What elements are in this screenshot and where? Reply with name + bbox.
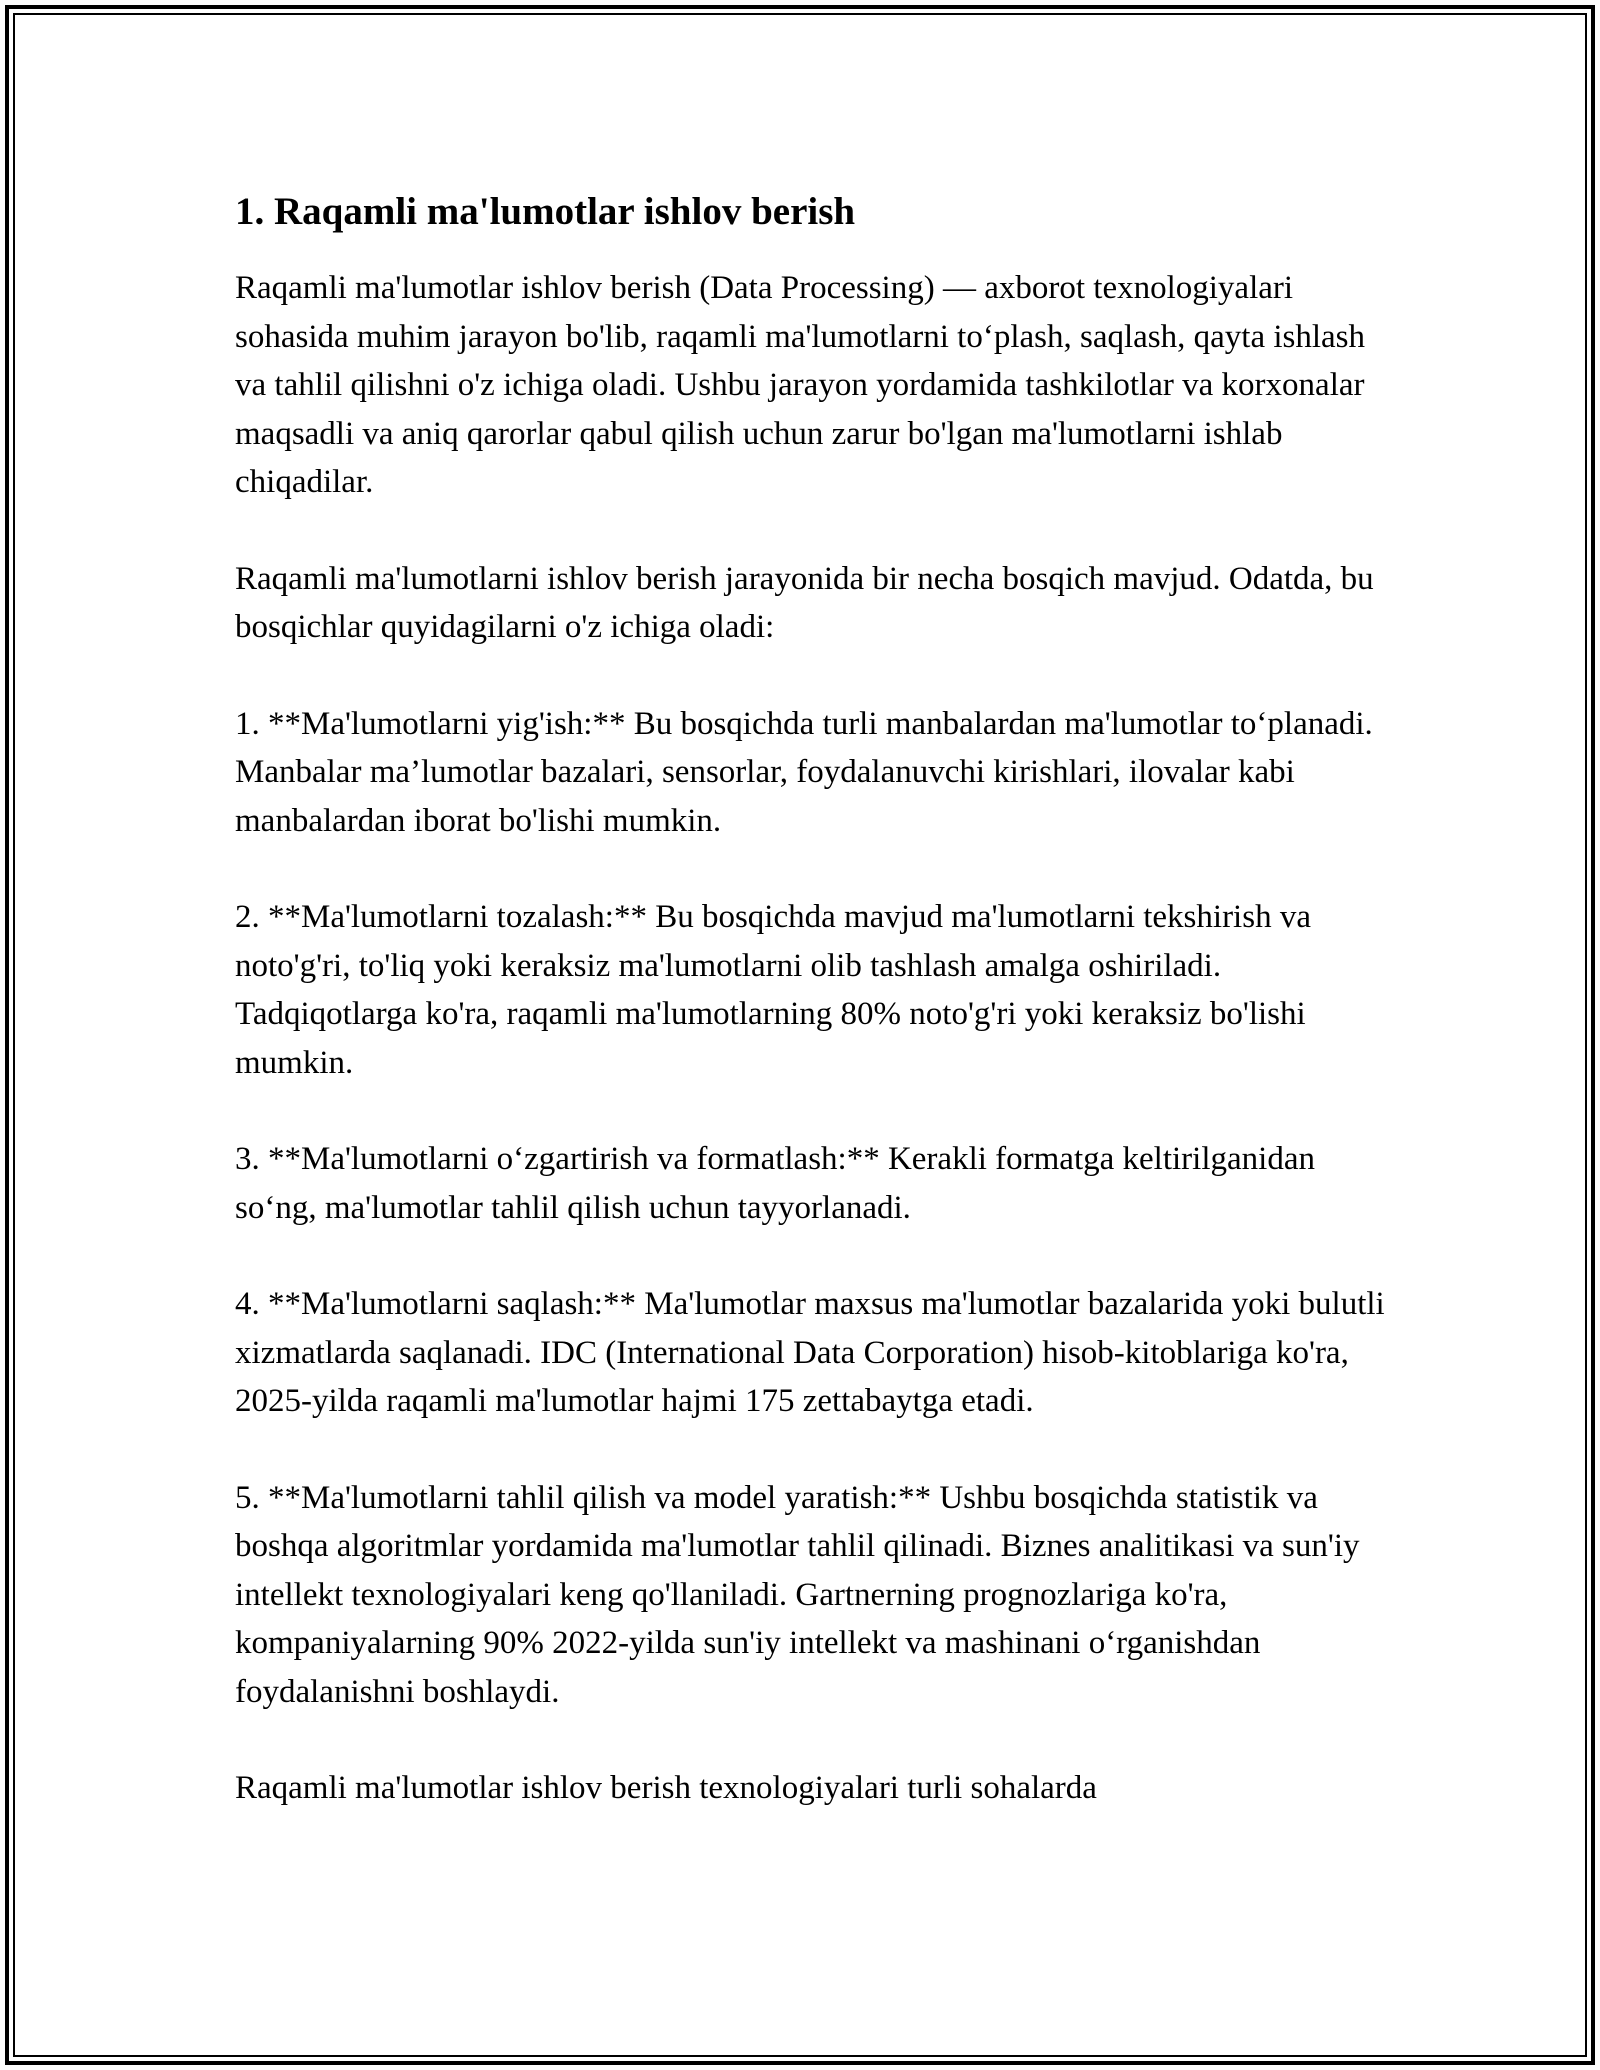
paragraph-stage-3: 3. **Ma'lumotlarni o‘zgartirish va formatlash:** Kerakli formatga keltirilganidan so‘ng, ma'lumotlar tahlil qilish uchun tayyorlanadi. <box>235 1141 1315 1226</box>
paragraph-stage-2: 2. **Ma'lumotlarni tozalash:** Bu bosqichda mavjud ma'lumotlarni tekshirish va noto'g'ri, to'liq yoki keraksiz ma'lumotlarni olib tashlash amalga oshiriladi. Tadqiqotlarga ko'ra, raqamli ma'lumotlarning 80% noto'g'ri yoki keraksiz bo'lishi mumkin. <box>235 899 1311 1081</box>
paragraph-stage-4: 4. **Ma'lumotlarni saqlash:** Ma'lumotlar maxsus ma'lumotlar bazalarida yoki bulutli xizmatlarda saqlanadi. IDC (International Data Corporation) hisob-kitoblariga ko'ra, 2025-yilda raqamli ma'lumotlar hajmi 175 zettabaytga etadi. <box>235 1286 1385 1419</box>
paragraph-intro: Raqamli ma'lumotlar ishlov berish (Data Processing) — axborot texnologiyalari sohasida muhim jarayon bo'lib, raqamli ma'lumotlarni to‘plash, saqlash, qayta ishlash va tahlil qilishni o'z ichiga oladi. Ushbu jarayon yordamida tashkilotlar va korxonalar maqsadli va aniq qarorlar qabul qilish uchun zarur bo'lgan ma'lumotlarni ishlab chiqadilar. <box>235 270 1366 500</box>
paragraph-closing: Raqamli ma'lumotlar ishlov berish texnologiyalari turli sohalarda <box>235 1770 1097 1806</box>
section-heading: 1. Raqamli ma'lumotlar ishlov berish <box>235 190 856 233</box>
paragraph-stages-intro: Raqamli ma'lumotlarni ishlov berish jarayonida bir necha bosqich mavjud. Odatda, bu bosqichlar quyidagilarni o'z ichiga oladi: <box>235 560 1374 645</box>
paragraph-stage-1: 1. **Ma'lumotlarni yig'ish:** Bu bosqichda turli manbalardan ma'lumotlar to‘planadi. Manbalar ma’lumotlar bazalari, sensorlar, foydalanuvchi kirishlari, ilovalar kabi manbalardan iborat bo'lishi mumkin. <box>235 705 1373 839</box>
paragraph-stage-5: 5. **Ma'lumotlarni tahlil qilish va model yaratish:** Ushbu bosqichda statistik va boshqa algoritmlar yordamida ma'lumotlar tahlil qilinadi. Biznes analitikasi va sun'iy intellekt texnologiyalari keng qo'llaniladi. Gartnerning prognozlariga ko'ra, kompaniyalarning 90% 2022-yilda sun'iy intellekt va mashinani o‘rganishdan foydalanishni boshlaydi. <box>235 1479 1360 1710</box>
document-body <box>235 186 1385 1861</box>
